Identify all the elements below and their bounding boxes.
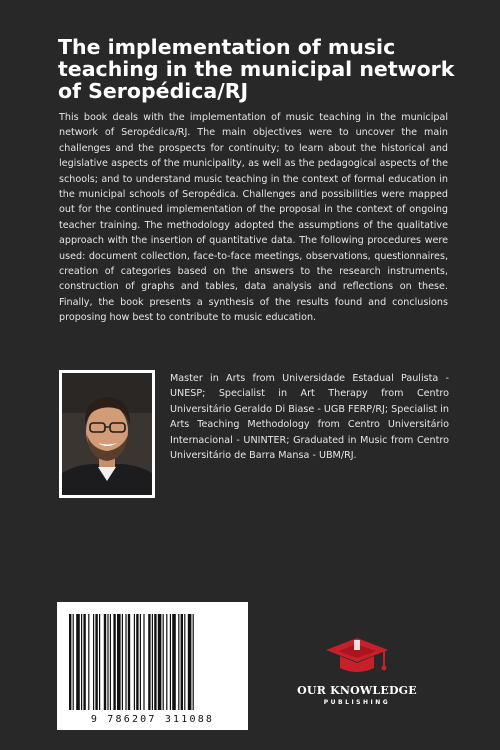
barcode-bar [73,614,74,710]
barcode-bar [81,614,82,710]
barcode-bar [152,614,153,710]
barcode-bar [178,614,179,710]
barcode-bar [110,614,111,710]
author-photo [59,370,155,498]
barcode-bar [172,614,176,710]
barcode-bar [113,614,115,710]
barcode-bar [95,614,97,710]
barcode-bar [140,614,141,710]
isbn-barcode [57,602,248,730]
book-title: The implementation of music teaching in the municipal network of Seropédica/RJ [58,35,455,103]
barcode-bar [188,614,192,710]
barcode-bar [163,614,164,710]
author-bio: Master in Arts from Universidade Estadual Paulista - UNESP; Specialist in Art Therapy from Centro Universitário Geraldo Di Biase - UGB FERP/RJ; Specialist in Arts Teaching Methodology from Centro Universitário Internacional - UNINTER; Graduated in Music from Centro Universitário de Barra Mansa - UBM/RJ. [170,373,449,462]
book-abstract: This book deals with the implementation of music teaching in the municipal network of Seropédica/RJ. The main objectives were to uncover the main challenges and the prospects for continuity; to learn about the historical and legislative aspects of the municipality, as well as the pedagogical aspects of the schools; and to understand music teaching in the context of formal education in the municipal schools of Seropédica. Challenges and possibilities were mapped out for the continued implementation of the proposal in the context of ongoing teacher training. The methodology adopted the assumptions of the qualitative approach with the insertion of quantitative data. The following procedures were used: document collection, face-to-face meetings, observations, questionnaires, creation of categories based on the answers to the research instruments, construction of graphs and tables, data analysis and reflections on these. Finally, the book presents a synthesis of the results found and conclusions proposing how best to contribute to music education. [59,112,448,324]
barcode-bar [99,614,100,710]
barcode-bar [193,614,194,710]
barcode-bar [125,614,126,710]
barcode-bar [76,614,80,710]
barcode-bar [134,614,135,710]
barcode-bar [107,614,108,710]
author-portrait-icon [62,373,152,495]
barcode-bar [170,614,171,710]
barcode-bar [166,614,167,710]
barcode-bar [154,614,156,710]
barcode-bar [88,614,89,710]
barcode-bar [181,614,183,710]
publisher-name: OUR KNOWLEDGE [297,684,417,697]
barcode-bar [136,614,138,710]
barcode-bar [128,614,130,710]
barcode-bar [104,614,106,710]
barcode-bar [117,614,121,710]
isbn-number: 9 786207 311088 [90,714,215,725]
publisher-subtitle: PUBLISHING [323,699,391,706]
barcode-bar [158,614,162,710]
barcode-bar [69,614,71,710]
barcode-bar [122,614,123,710]
barcode-bar [184,614,185,710]
barcode-bar [143,614,144,710]
graduation-cap-icon [324,636,390,678]
publisher-logo [292,636,422,706]
barcode-bar [83,614,85,710]
barcode-bar [93,614,94,710]
barcode-bar [148,614,150,710]
barcode-bars [67,614,238,710]
